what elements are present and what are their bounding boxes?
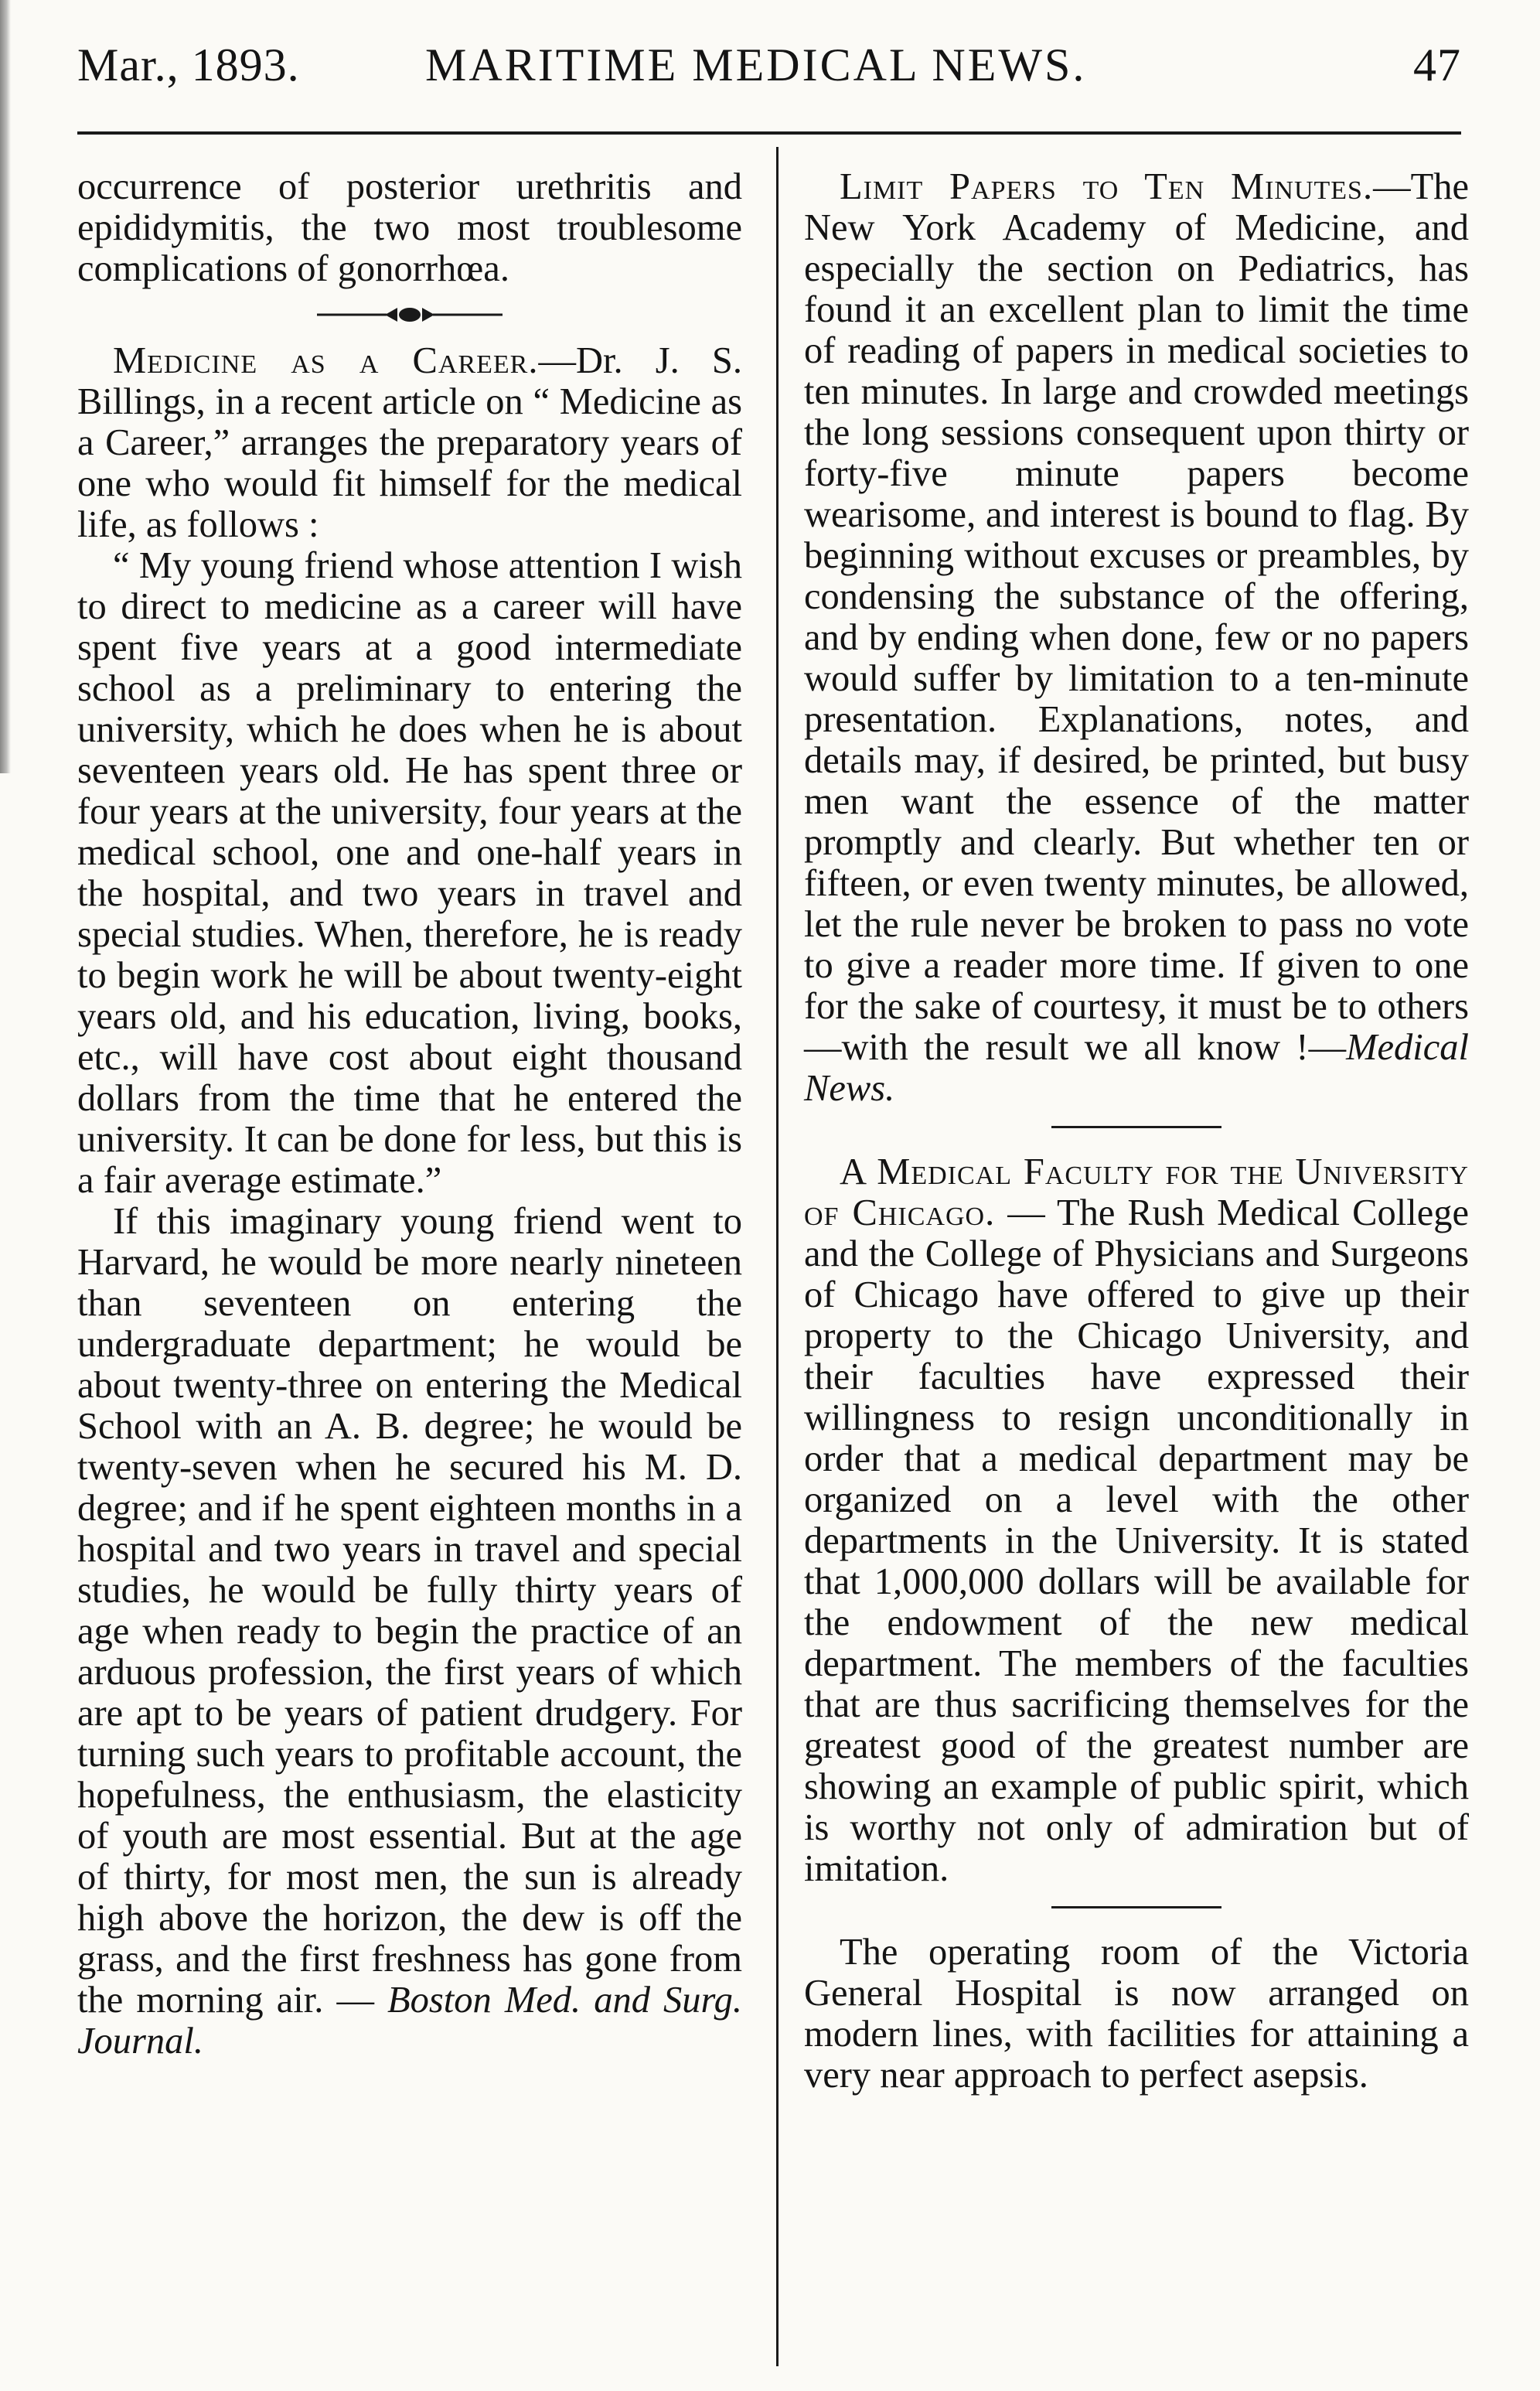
issue-date: Mar., 1893. — [77, 39, 300, 90]
article-body-chicago-faculty: — The Rush Medical College and the College of Physicians and Surgeons of Chicago have offered to give up their property to the Chicago University, and their faculties have expressed their willingness to resign unconditionally in order that a medical department may be organized on a level with the other departments in the University. It is stated that 1,000,000 dollars will be available for the endowment of the new medical department. The members of the faculties that are thus sacrificing themselves for the greatest good of the greatest number are showing an example of public spirit, which is worthy not only of admiration but of imitation. — [804, 1192, 1469, 1889]
scan-edge-shadow — [0, 0, 11, 773]
ornament-divider-icon — [317, 305, 503, 325]
continuation-paragraph: occurrence of posterior urethritis and epididymitis, the two most troublesome complications of gonorrhœa. — [77, 166, 742, 289]
article-heading-medicine-career: Medicine as a Career. — [113, 340, 539, 381]
column-divider — [776, 147, 779, 2366]
running-head — [77, 23, 1461, 108]
article-limit-papers — [804, 166, 1469, 1109]
article-chicago-faculty — [804, 1151, 1469, 1889]
quote-paragraph: “ My young friend whose attention I wish to direct to medicine as a career will have spent five years at a good intermediate school as a preliminary to entering the university, which he does when he is about seventeen years old. He has spent three or four years at the university, four years at the medical school, one and one-half years in the hospital, and two years in travel and special studies. When, therefore, he is ready to begin work he will be about twenty-eight years old, and his education, living, books, etc., will have cost about eight thousand dollars from the time that he entered the university. It can be done for less, but this is a fair average estimate.” — [77, 545, 742, 1201]
section-rule — [1051, 1906, 1221, 1908]
commentary-text: If this imaginary young friend went to Harvard, he would be more nearly nineteen than seventeen on entering the undergraduate department; he would be about twenty-three on entering the Medical School with an A. B. degree; he would be twenty-seven when he secured his M. D. degree; and if he spent eighteen months in a hospital and two years in travel and special studies, he would be fully thirty years of age when ready to begin the practice of an arduous profession, the first years of which are apt to be years of patient drudgery. For turning such years to profitable account, the hopefulness, the enthusiasm, the elasticity of youth are most essential. But at the age of thirty, for most men, the sun is already high above the horizon, the dew is off the grass, and the first freshness has gone from the morning air. — — [77, 1201, 742, 2021]
commentary-paragraph — [77, 1201, 742, 2062]
section-rule — [1051, 1126, 1221, 1128]
article-heading-limit-papers: Limit Papers to Ten Minutes. — [840, 166, 1374, 207]
header-rule — [77, 131, 1461, 135]
source-citation: Medical News. — [804, 1027, 1469, 1109]
article-medicine-career — [77, 340, 742, 545]
article-body-limit-papers: —The New York Academy of Medicine, and especially the section on Pediatrics, has found it an excellent plan to limit the time of reading of papers in medical societies to ten minutes. In large and crowded meetings the long sessions consequent upon thirty or forty-five minute papers become wearisome, and interest is bound to flag. By beginning without excuses or preambles, by condensing the substance of the offering, and by ending when done, few or no papers would suffer by limitation to a ten-minute presentation. Explanations, notes, and details may, if desired, be printed, but busy men want the essence of the matter promptly and clearly. But whether ten or fifteen, or even twenty minutes, be allowed, let the rule never be broken to pass no vote to give a reader more time. If given to one for the sake of courtesy, it must be to others—with the result we all know !— — [804, 166, 1469, 1068]
article-operating-room: The operating room of the Victoria General Hospital is now arranged on modern lines, with facilities for attaining a very near approach to perfect asepsis. — [804, 1932, 1469, 2096]
page-number: 47 — [1413, 39, 1461, 90]
journal-title: MARITIME MEDICAL NEWS. — [425, 39, 1087, 90]
right-column — [804, 166, 1469, 2096]
article-heading-chicago-faculty: A Medical Faculty for the University of Chicago. — [804, 1151, 1469, 1233]
source-citation: Boston Med. and Surg. Journal. — [77, 1980, 742, 2062]
left-column — [77, 166, 742, 2062]
article-lead: —Dr. J. S. Billings, in a recent article on “ Medicine as a Career,” arranges the preparatory years of one who would fit himself for the medical life, as follows : — [77, 340, 742, 545]
